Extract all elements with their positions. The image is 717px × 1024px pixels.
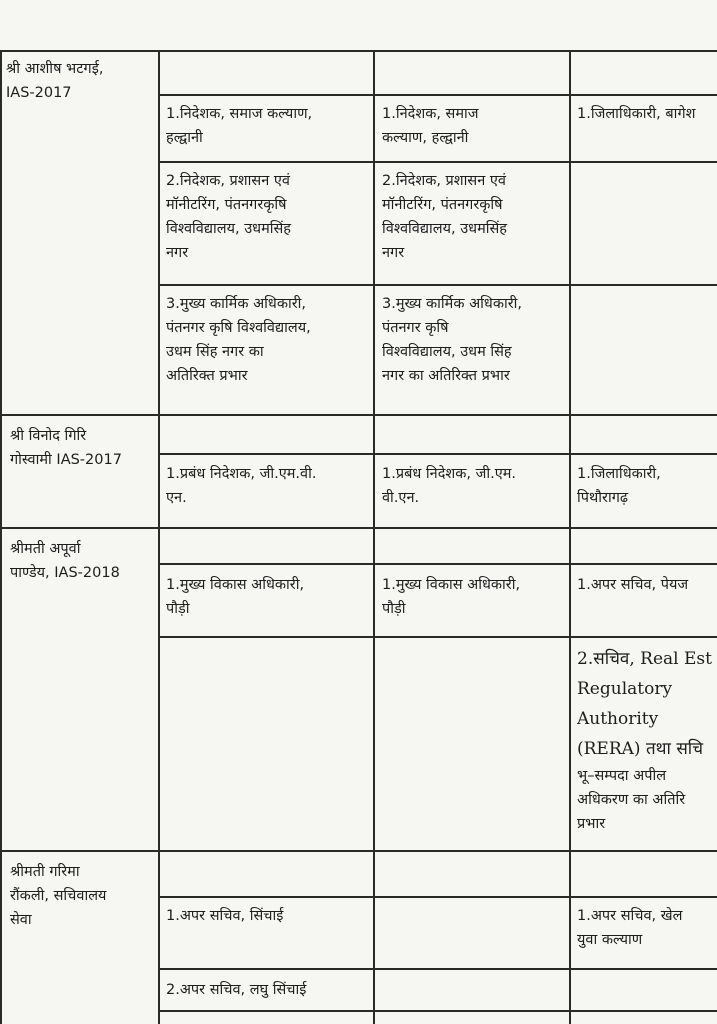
posting-line: भू–सम्पदा अपील [577,768,667,784]
posting-line: Authority [577,709,659,729]
posting-line: पंतनगर कृषि विश्वविद्यालय, [166,320,311,336]
officer-line: रौंकली, सचिवालय [10,888,107,904]
posting-line: पौड़ी [166,601,190,617]
posting-cell-rera [577,644,717,836]
posting-line: 3.मुख्य कार्मिक अधिकारी, [166,296,307,312]
posting-line: 1.अपर सचिव, सिंचाई [166,908,284,924]
posting-line: एन. [166,490,187,506]
hline [0,414,717,416]
posting-cell [577,573,717,597]
posting-line: 1.जिलाधिकारी, बागेश [577,106,696,122]
officer-line: सेवा [10,912,32,928]
posting-line: युवा कल्याण [577,932,643,948]
posting-line: वी.एन. [382,490,420,506]
posting-line: 2.निदेशक, प्रशासन एवं [382,173,506,189]
posting-line: 2.निदेशक, प्रशासन एवं [166,173,290,189]
posting-line: 1.प्रबंध निदेशक, जी.एम.वी. [166,466,317,482]
posting-line: विश्वविद्यालय, उधमसिंह [166,221,292,237]
posting-line: नगर का अतिरिक्त प्रभार [382,368,510,384]
posting-line: 1.निदेशक, समाज [382,106,479,122]
hline-top [0,50,717,52]
posting-line: अधिकरण का अतिरि [577,792,686,808]
posting-cell [577,462,717,510]
officer-line: पाण्डेय, IAS-2018 [10,565,120,581]
posting-line: 1.अपर सचिव, पेयज [577,577,689,593]
posting-line: मॉनीटरिंग, पंतनगरकृषि [382,197,503,213]
officer-name-cell [10,860,154,932]
hline [158,284,717,286]
posting-line: नगर [166,245,189,261]
officer-line: श्री विनोद गिरि [10,428,87,444]
vline-4 [569,52,571,1024]
posting-cell [382,292,562,388]
posting-line: 1.अपर सचिव, खेल [577,908,683,924]
officer-line: IAS-2017 [6,85,72,101]
posting-cell [166,102,368,150]
posting-cell [166,292,368,388]
posting-cell [382,462,562,510]
posting-line: पिथौरागढ़ [577,490,629,506]
posting-line: 1.मुख्य विकास अधिकारी, [166,577,305,593]
posting-cell [166,169,368,265]
posting-line: पंतनगर कृषि [382,320,449,336]
posting-cell [166,573,368,621]
posting-line: उधम सिंह नगर का [166,344,264,360]
posting-cell [166,904,368,928]
hline [0,527,717,529]
posting-line: विश्वविद्यालय, उधमसिंह [382,221,508,237]
posting-cell [577,102,717,126]
posting-line: हल्द्वानी [166,130,203,146]
officer-name-cell [6,57,154,105]
vline-2 [158,52,160,1024]
posting-line: नगर [382,245,405,261]
posting-line: 1.मुख्य विकास अधिकारी, [382,577,521,593]
posting-cell [382,573,562,621]
posting-line: 2.अपर सचिव, लघु सिंचाई [166,982,307,998]
posting-line: Regulatory [577,679,673,699]
hline [158,161,717,163]
posting-cell [166,462,368,510]
hline [158,1010,717,1012]
officer-name-cell [10,537,154,585]
posting-line: पौड़ी [382,601,406,617]
posting-line: 3.मुख्य कार्मिक अधिकारी, [382,296,523,312]
posting-cell [382,169,562,265]
posting-line: 1.निदेशक, समाज कल्याण, [166,106,313,122]
posting-cell [382,102,562,150]
posting-line: मॉनीटरिंग, पंतनगरकृषि [166,197,287,213]
vline-3 [373,52,375,1024]
hline [158,896,717,898]
posting-cell [577,904,717,952]
officer-line: गोस्वामी IAS-2017 [10,452,122,468]
hline [158,968,717,970]
hline [158,636,717,638]
posting-line: अतिरिक्त प्रभार [166,368,248,384]
posting-line: 1.जिलाधिकारी, [577,466,661,482]
officer-line: श्री आशीष भटगई, [6,61,104,77]
hline [0,850,717,852]
officer-line: श्रीमती गरिमा [10,864,80,880]
posting-line: कल्याण, हल्द्वानी [382,130,469,146]
posting-line: (RERA) तथा सचि [577,739,704,759]
posting-line: 2.सचिव, Real Est [577,649,712,669]
posting-line: 1.प्रबंध निदेशक, जी.एम. [382,466,517,482]
posting-line: प्रभार [577,816,606,832]
vline-1 [0,50,2,1024]
hline [158,563,717,565]
hline [158,453,717,455]
hline [158,94,717,96]
officer-line: श्रीमती अपूर्वा [10,541,81,557]
officer-name-cell [10,424,154,472]
posting-line: विश्वविद्यालय, उधम सिंह [382,344,512,360]
posting-cell [166,978,368,1002]
